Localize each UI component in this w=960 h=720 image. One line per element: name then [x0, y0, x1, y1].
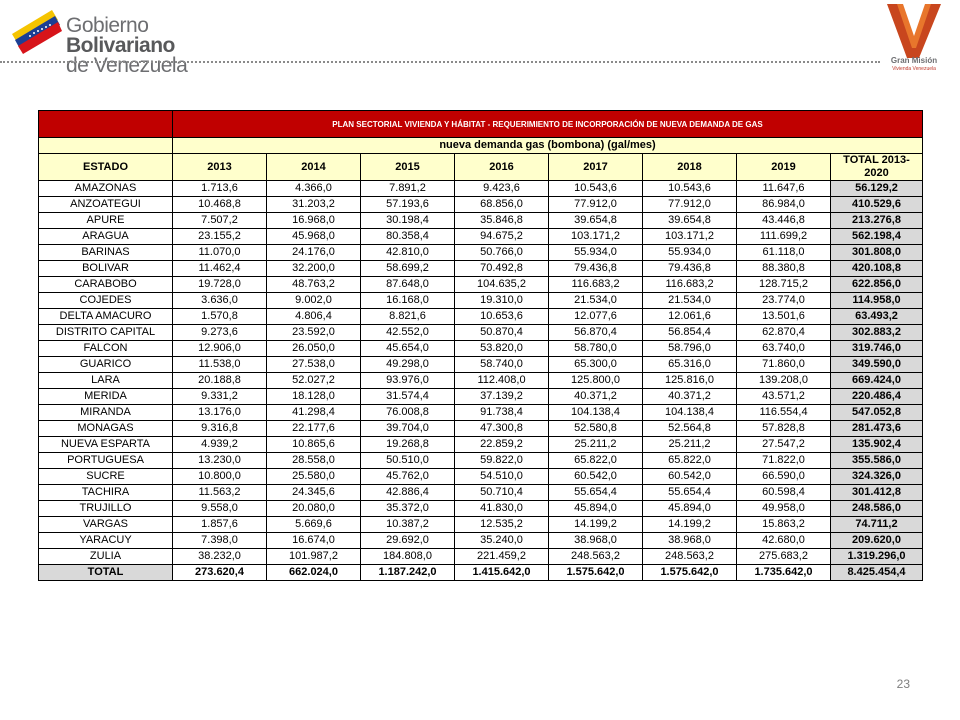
year-value-cell: 42.810,0: [361, 245, 455, 261]
year-value-cell: 9.273,6: [173, 325, 267, 341]
year-value-cell: 25.211,2: [549, 437, 643, 453]
brand-line2: de Venezuela: [66, 54, 188, 77]
year-value-cell: 125.816,0: [643, 373, 737, 389]
table-row: [39, 501, 923, 517]
header-divider: [0, 61, 880, 63]
table-row: [39, 229, 923, 245]
title-blank-cell: [39, 111, 173, 138]
year-value-cell: 15.863,2: [737, 517, 831, 533]
year-value-cell: 111.699,2: [737, 229, 831, 245]
year-value-cell: 77.912,0: [549, 197, 643, 213]
year-value-cell: 55.934,0: [643, 245, 737, 261]
year-value-cell: 128.715,2: [737, 277, 831, 293]
year-value-cell: 3.636,0: [173, 293, 267, 309]
year-value-cell: 1.713,6: [173, 181, 267, 197]
year-value-cell: 43.571,2: [737, 389, 831, 405]
state-name: TRUJILLO: [39, 501, 173, 517]
year-value-cell: 4.366,0: [267, 181, 361, 197]
year-value-cell: 45.894,0: [549, 501, 643, 517]
gobierno-bolivariano-logo: [10, 6, 260, 77]
year-value-cell: 7.398,0: [173, 533, 267, 549]
year-value-cell: 116.683,2: [549, 277, 643, 293]
year-value-cell: 87.648,0: [361, 277, 455, 293]
row-total-cell: 56.129,2: [831, 181, 923, 197]
year-value-cell: 139.208,0: [737, 373, 831, 389]
year-value-cell: 39.654,8: [549, 213, 643, 229]
year-value-cell: 9.316,8: [173, 421, 267, 437]
year-value-cell: 13.501,6: [737, 309, 831, 325]
table-row: [39, 373, 923, 389]
year-value-cell: 30.198,4: [361, 213, 455, 229]
year-value-cell: 13.176,0: [173, 405, 267, 421]
year-value-cell: 1.575.642,0: [549, 565, 643, 581]
table-row: [39, 421, 923, 437]
gas-demand-table: [38, 110, 923, 581]
year-value-cell: 4.939,2: [173, 437, 267, 453]
year-value-cell: 66.590,0: [737, 469, 831, 485]
year-value-cell: 25.580,0: [267, 469, 361, 485]
year-value-cell: 59.822,0: [455, 453, 549, 469]
year-value-cell: 32.200,0: [267, 261, 361, 277]
year-value-cell: 86.984,0: [737, 197, 831, 213]
year-value-cell: 50.766,0: [455, 245, 549, 261]
table-row: [39, 197, 923, 213]
year-value-cell: 21.534,0: [549, 293, 643, 309]
year-value-cell: 48.763,2: [267, 277, 361, 293]
year-value-cell: 19.728,0: [173, 277, 267, 293]
table-row: [39, 309, 923, 325]
year-value-cell: 7.507,2: [173, 213, 267, 229]
year-value-cell: 14.199,2: [643, 517, 737, 533]
year-value-cell: 1.735.642,0: [737, 565, 831, 581]
year-value-cell: 53.820,0: [455, 341, 549, 357]
year-value-cell: 55.654,4: [549, 485, 643, 501]
year-value-cell: 10.865,6: [267, 437, 361, 453]
year-value-cell: 28.558,0: [267, 453, 361, 469]
table-row: [39, 485, 923, 501]
year-value-cell: 65.300,0: [549, 357, 643, 373]
row-total-cell: 1.319.296,0: [831, 549, 923, 565]
year-value-cell: 10.468,8: [173, 197, 267, 213]
year-value-cell: 58.699,2: [361, 261, 455, 277]
year-value-cell: 58.780,0: [549, 341, 643, 357]
year-value-cell: 39.704,0: [361, 421, 455, 437]
table-header-row: [39, 154, 923, 181]
year-value-cell: 22.177,6: [267, 421, 361, 437]
table-row: [39, 181, 923, 197]
year-value-cell: 45.654,0: [361, 341, 455, 357]
table-title-row: [39, 111, 923, 138]
year-value-cell: 29.692,0: [361, 533, 455, 549]
year-value-cell: 1.187.242,0: [361, 565, 455, 581]
year-value-cell: 12.061,6: [643, 309, 737, 325]
table-title: PLAN SECTORIAL VIVIENDA Y HÁBITAT - REQUERIMIENTO DE INCORPORACIÓN DE NUEVA DEMANDA DE GAS: [173, 111, 923, 138]
state-name: PORTUGUESA: [39, 453, 173, 469]
year-value-cell: 49.958,0: [737, 501, 831, 517]
year-value-cell: 94.675,2: [455, 229, 549, 245]
state-name: GUARICO: [39, 357, 173, 373]
year-value-cell: 12.077,6: [549, 309, 643, 325]
row-total-cell: 135.902,4: [831, 437, 923, 453]
year-value-cell: 55.934,0: [549, 245, 643, 261]
year-value-cell: 55.654,4: [643, 485, 737, 501]
year-value-cell: 1.415.642,0: [455, 565, 549, 581]
year-value-cell: 76.008,8: [361, 405, 455, 421]
year-value-cell: 26.050,0: [267, 341, 361, 357]
year-value-cell: 71.822,0: [737, 453, 831, 469]
row-total-cell: 669.424,0: [831, 373, 923, 389]
table-row: [39, 453, 923, 469]
year-value-cell: 41.830,0: [455, 501, 549, 517]
year-value-cell: 93.976,0: [361, 373, 455, 389]
year-value-cell: 57.193,6: [361, 197, 455, 213]
year-value-cell: 45.762,0: [361, 469, 455, 485]
state-name: APURE: [39, 213, 173, 229]
year-value-cell: 40.371,2: [643, 389, 737, 405]
table-row: [39, 405, 923, 421]
row-total-cell: 302.883,2: [831, 325, 923, 341]
gran-mision-v-icon: [883, 2, 945, 58]
year-value-cell: 248.563,2: [549, 549, 643, 565]
year-value-cell: 5.669,6: [267, 517, 361, 533]
year-value-cell: 49.298,0: [361, 357, 455, 373]
year-value-cell: 56.854,4: [643, 325, 737, 341]
year-value-cell: 52.564,8: [643, 421, 737, 437]
year-value-cell: 68.856,0: [455, 197, 549, 213]
row-total-cell: 220.486,4: [831, 389, 923, 405]
year-value-cell: 38.968,0: [643, 533, 737, 549]
state-name: BARINAS: [39, 245, 173, 261]
year-value-cell: 125.800,0: [549, 373, 643, 389]
year-value-cell: 11.462,4: [173, 261, 267, 277]
state-name: MERIDA: [39, 389, 173, 405]
year-value-cell: 221.459,2: [455, 549, 549, 565]
year-value-cell: 12.906,0: [173, 341, 267, 357]
year-value-cell: 1.857,6: [173, 517, 267, 533]
column-header: 2014: [267, 154, 361, 181]
year-value-cell: 65.822,0: [549, 453, 643, 469]
year-value-cell: 65.822,0: [643, 453, 737, 469]
year-value-cell: 104.138,4: [549, 405, 643, 421]
row-total-cell: 248.586,0: [831, 501, 923, 517]
state-name: FALCON: [39, 341, 173, 357]
year-value-cell: 12.535,2: [455, 517, 549, 533]
year-value-cell: 38.232,0: [173, 549, 267, 565]
row-total-cell: 349.590,0: [831, 357, 923, 373]
year-value-cell: 20.080,0: [267, 501, 361, 517]
year-value-cell: 47.300,8: [455, 421, 549, 437]
year-value-cell: 60.542,0: [643, 469, 737, 485]
year-value-cell: 103.171,2: [549, 229, 643, 245]
table-subtitle-row: [39, 138, 923, 154]
year-value-cell: 43.446,8: [737, 213, 831, 229]
table-row: [39, 325, 923, 341]
year-value-cell: 10.387,2: [361, 517, 455, 533]
column-header: ESTADO: [39, 154, 173, 181]
year-value-cell: 79.436,8: [549, 261, 643, 277]
state-name: ARAGUA: [39, 229, 173, 245]
year-value-cell: 63.740,0: [737, 341, 831, 357]
year-value-cell: 22.859,2: [455, 437, 549, 453]
year-value-cell: 52.027,2: [267, 373, 361, 389]
row-total-cell: 8.425.454,4: [831, 565, 923, 581]
year-value-cell: 45.968,0: [267, 229, 361, 245]
table-row: [39, 213, 923, 229]
year-value-cell: 31.574,4: [361, 389, 455, 405]
row-total-cell: 209.620,0: [831, 533, 923, 549]
page-number: 23: [896, 677, 910, 691]
year-value-cell: 8.821,6: [361, 309, 455, 325]
year-value-cell: 11.070,0: [173, 245, 267, 261]
year-value-cell: 54.510,0: [455, 469, 549, 485]
venezuela-flag-icon: [10, 6, 62, 54]
column-header: 2016: [455, 154, 549, 181]
row-total-cell: 281.473,6: [831, 421, 923, 437]
table-row: [39, 549, 923, 565]
year-value-cell: 21.534,0: [643, 293, 737, 309]
row-total-cell: 355.586,0: [831, 453, 923, 469]
table-row: [39, 341, 923, 357]
year-value-cell: 40.371,2: [549, 389, 643, 405]
year-value-cell: 31.203,2: [267, 197, 361, 213]
table-row: [39, 357, 923, 373]
year-value-cell: 41.298,4: [267, 405, 361, 421]
year-value-cell: 116.683,2: [643, 277, 737, 293]
year-value-cell: 184.808,0: [361, 549, 455, 565]
row-total-cell: 114.958,0: [831, 293, 923, 309]
state-name: NUEVA ESPARTA: [39, 437, 173, 453]
year-value-cell: 79.436,8: [643, 261, 737, 277]
year-value-cell: 10.543,6: [643, 181, 737, 197]
row-total-cell: 420.108,8: [831, 261, 923, 277]
table-row: [39, 293, 923, 309]
state-name: COJEDES: [39, 293, 173, 309]
year-value-cell: 60.542,0: [549, 469, 643, 485]
row-total-cell: 324.326,0: [831, 469, 923, 485]
state-name: ANZOATEGUI: [39, 197, 173, 213]
table-row: [39, 437, 923, 453]
year-value-cell: 9.423,6: [455, 181, 549, 197]
subtitle-blank-cell: [39, 138, 173, 154]
table-row: [39, 469, 923, 485]
year-value-cell: 248.563,2: [643, 549, 737, 565]
year-value-cell: 24.345,6: [267, 485, 361, 501]
year-value-cell: 57.828,8: [737, 421, 831, 437]
year-value-cell: 23.774,0: [737, 293, 831, 309]
year-value-cell: 39.654,8: [643, 213, 737, 229]
year-value-cell: 27.538,0: [267, 357, 361, 373]
column-header: 2019: [737, 154, 831, 181]
table-row: [39, 533, 923, 549]
row-total-cell: 410.529,6: [831, 197, 923, 213]
year-value-cell: 37.139,2: [455, 389, 549, 405]
year-value-cell: 35.240,0: [455, 533, 549, 549]
year-value-cell: 275.683,2: [737, 549, 831, 565]
year-value-cell: 20.188,8: [173, 373, 267, 389]
table-row: [39, 389, 923, 405]
year-value-cell: 70.492,8: [455, 261, 549, 277]
year-value-cell: 77.912,0: [643, 197, 737, 213]
state-name: ZULIA: [39, 549, 173, 565]
brand-line1-b: Bolivariano: [66, 34, 175, 57]
year-value-cell: 25.211,2: [643, 437, 737, 453]
year-value-cell: 101.987,2: [267, 549, 361, 565]
total-label: TOTAL: [39, 565, 173, 581]
row-total-cell: 301.808,0: [831, 245, 923, 261]
year-value-cell: 35.846,8: [455, 213, 549, 229]
table-row: [39, 277, 923, 293]
year-value-cell: 58.796,0: [643, 341, 737, 357]
state-name: TACHIRA: [39, 485, 173, 501]
vivienda-venezuela-label: Vivienda Venezuela: [892, 66, 936, 72]
year-value-cell: 42.886,4: [361, 485, 455, 501]
total-row: [39, 565, 923, 581]
state-name: SUCRE: [39, 469, 173, 485]
year-value-cell: 11.563,2: [173, 485, 267, 501]
gran-mision-label: Gran Misión: [890, 56, 938, 65]
year-value-cell: 11.538,0: [173, 357, 267, 373]
year-value-cell: 71.860,0: [737, 357, 831, 373]
year-value-cell: 14.199,2: [549, 517, 643, 533]
logo-text: [66, 16, 260, 76]
year-value-cell: 65.316,0: [643, 357, 737, 373]
state-name: AMAZONAS: [39, 181, 173, 197]
row-total-cell: 622.856,0: [831, 277, 923, 293]
column-header: 2015: [361, 154, 455, 181]
year-value-cell: 56.870,4: [549, 325, 643, 341]
year-value-cell: 1.575.642,0: [643, 565, 737, 581]
year-value-cell: 61.118,0: [737, 245, 831, 261]
row-total-cell: 213.276,8: [831, 213, 923, 229]
row-total-cell: 319.746,0: [831, 341, 923, 357]
year-value-cell: 23.592,0: [267, 325, 361, 341]
year-value-cell: 112.408,0: [455, 373, 549, 389]
row-total-cell: 63.493,2: [831, 309, 923, 325]
year-value-cell: 23.155,2: [173, 229, 267, 245]
table-subtitle: nueva demanda gas (bombona) (gal/mes): [173, 138, 923, 154]
year-value-cell: 62.870,4: [737, 325, 831, 341]
year-value-cell: 4.806,4: [267, 309, 361, 325]
row-total-cell: 547.052,8: [831, 405, 923, 421]
state-name: DELTA AMACURO: [39, 309, 173, 325]
year-value-cell: 16.674,0: [267, 533, 361, 549]
year-value-cell: 16.968,0: [267, 213, 361, 229]
state-name: BOLIVAR: [39, 261, 173, 277]
year-value-cell: 273.620,4: [173, 565, 267, 581]
year-value-cell: 50.510,0: [361, 453, 455, 469]
year-value-cell: 662.024,0: [267, 565, 361, 581]
year-value-cell: 7.891,2: [361, 181, 455, 197]
table-row: [39, 517, 923, 533]
state-name: MONAGAS: [39, 421, 173, 437]
year-value-cell: 35.372,0: [361, 501, 455, 517]
column-header: 2013: [173, 154, 267, 181]
state-name: CARABOBO: [39, 277, 173, 293]
year-value-cell: 16.168,0: [361, 293, 455, 309]
year-value-cell: 104.635,2: [455, 277, 549, 293]
brand-line1-a: Gobierno: [66, 14, 149, 37]
row-total-cell: 562.198,4: [831, 229, 923, 245]
gran-mision-vivienda-logo: [883, 2, 945, 80]
column-header: 2018: [643, 154, 737, 181]
year-value-cell: 60.598,4: [737, 485, 831, 501]
year-value-cell: 58.740,0: [455, 357, 549, 373]
column-header: TOTAL 2013-2020: [831, 154, 923, 181]
year-value-cell: 11.647,6: [737, 181, 831, 197]
year-value-cell: 50.870,4: [455, 325, 549, 341]
year-value-cell: 91.738,4: [455, 405, 549, 421]
year-value-cell: 10.800,0: [173, 469, 267, 485]
state-name: DISTRITO CAPITAL: [39, 325, 173, 341]
year-value-cell: 9.002,0: [267, 293, 361, 309]
year-value-cell: 27.547,2: [737, 437, 831, 453]
year-value-cell: 116.554,4: [737, 405, 831, 421]
year-value-cell: 103.171,2: [643, 229, 737, 245]
year-value-cell: 18.128,0: [267, 389, 361, 405]
year-value-cell: 104.138,4: [643, 405, 737, 421]
year-value-cell: 9.331,2: [173, 389, 267, 405]
table-row: [39, 261, 923, 277]
row-total-cell: 74.711,2: [831, 517, 923, 533]
year-value-cell: 1.570,8: [173, 309, 267, 325]
state-name: MIRANDA: [39, 405, 173, 421]
state-name: VARGAS: [39, 517, 173, 533]
year-value-cell: 10.543,6: [549, 181, 643, 197]
year-value-cell: 50.710,4: [455, 485, 549, 501]
year-value-cell: 13.230,0: [173, 453, 267, 469]
year-value-cell: 19.268,8: [361, 437, 455, 453]
state-name: YARACUY: [39, 533, 173, 549]
year-value-cell: 52.580,8: [549, 421, 643, 437]
year-value-cell: 24.176,0: [267, 245, 361, 261]
year-value-cell: 38.968,0: [549, 533, 643, 549]
year-value-cell: 9.558,0: [173, 501, 267, 517]
column-header: 2017: [549, 154, 643, 181]
year-value-cell: 42.552,0: [361, 325, 455, 341]
year-value-cell: 45.894,0: [643, 501, 737, 517]
year-value-cell: 80.358,4: [361, 229, 455, 245]
year-value-cell: 19.310,0: [455, 293, 549, 309]
year-value-cell: 88.380,8: [737, 261, 831, 277]
state-name: LARA: [39, 373, 173, 389]
table-row: [39, 245, 923, 261]
year-value-cell: 10.653,6: [455, 309, 549, 325]
year-value-cell: 42.680,0: [737, 533, 831, 549]
row-total-cell: 301.412,8: [831, 485, 923, 501]
